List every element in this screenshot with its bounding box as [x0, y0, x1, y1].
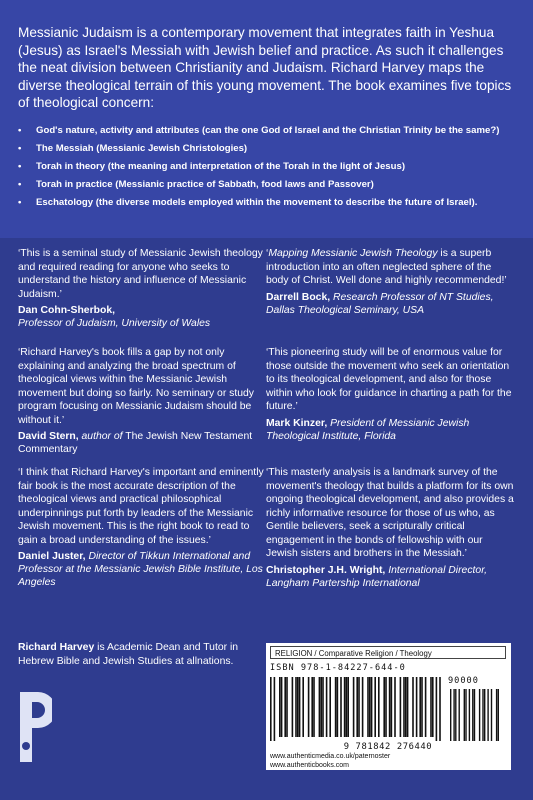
barcode-bar [367, 677, 369, 737]
category-label: RELIGION / Comparative Religion / Theology [270, 646, 506, 659]
barcode-bar [496, 689, 497, 741]
endorser-name: David Stern, [18, 431, 79, 442]
barcode-bar [459, 689, 460, 741]
endorsement [18, 346, 266, 459]
barcode-bar [405, 677, 407, 737]
topics-list [18, 125, 518, 214]
endorser-name: Dan Cohn-Sherbok, [18, 305, 115, 316]
barcode-bar [326, 677, 328, 737]
barcode-bar [284, 677, 286, 737]
barcode-bar [374, 677, 376, 737]
author-bio-text: is Academic Dean and Tutor in Hebrew Bible and Jewish Studies at allnations. [18, 642, 239, 667]
barcode-bar [385, 677, 387, 737]
barcode-bar [378, 677, 380, 737]
endorsement-quote: ‘Mapping Messianic Jewish Theology is a superb introduction into an often neglected sphere of the body of Christ. Well done and highly recommended!’ [266, 248, 507, 286]
endorsement-quote: ‘This masterly analysis is a landmark survey of the movement's theology that builds a platform for its own ongoing theological development, and also provides a richly informative resource for those of us who, as Gentile believers, seek a scripturally critical engagement in the bonds of fellowship with our Jewish sisters and brothers in the Messiah.’ [266, 467, 514, 559]
barcode-bar [353, 677, 355, 737]
barcode-bar [479, 689, 480, 741]
barcode-bar [407, 677, 409, 737]
endorsement [266, 247, 514, 320]
endorsement-byline [18, 430, 266, 456]
endorser-name: Mark Kinzer, [266, 417, 328, 429]
barcode-bar [498, 689, 499, 741]
barcode-bar [279, 677, 281, 737]
barcode-bar [432, 677, 434, 737]
barcode-bar [292, 677, 294, 737]
barcode-bar [484, 689, 485, 741]
paternoster-p-logo-icon [18, 688, 52, 766]
barcode-digits: 9 781842 276440 [343, 742, 433, 752]
barcode-bar [337, 677, 339, 737]
barcode-bar [412, 677, 414, 737]
barcode-bar [455, 689, 456, 741]
endorser-title: Research Professor of NT Studies, Dallas Theological Seminary, USA [266, 291, 494, 316]
barcode-bar [474, 689, 475, 741]
barcode-bar [469, 689, 470, 741]
barcode-bar [322, 677, 324, 737]
barcode-bar [403, 677, 405, 737]
barcode-bar [450, 689, 451, 741]
endorsement-byline [18, 304, 266, 330]
barcode-bar [472, 689, 473, 741]
barcode-bar [369, 677, 371, 737]
barcode-bar [436, 677, 438, 741]
topic-item: • Torah in practice (Messianic practice of Sabbath, food laws and Passover) [18, 179, 518, 192]
barcode-bar [319, 677, 321, 737]
barcode-bar [311, 677, 313, 737]
barcode-bar [302, 677, 304, 737]
isbn-text: ISBN 978-1-84227-644-0 [270, 663, 406, 673]
barcode-bar [391, 677, 393, 737]
barcode-bar [308, 677, 310, 737]
barcode-bar [487, 689, 488, 741]
barcode-bar [491, 689, 492, 741]
endorsement-byline [266, 291, 514, 317]
endorser-title: Professor of Judaism, University of Wales [18, 318, 211, 329]
barcode-bar [329, 677, 331, 737]
endorser-name: Darrell Bock, [266, 291, 331, 303]
barcode-bar [362, 677, 364, 737]
barcode-bar [383, 677, 385, 737]
barcode-bar [320, 677, 322, 737]
barcode-bar [274, 677, 276, 741]
barcode-bar [430, 677, 432, 737]
topic-item: • God's nature, activity and attributes (can the one God of Israel and the Christian Trinity be the same?) [18, 125, 518, 138]
endorsement-byline [266, 417, 514, 443]
endorsement [18, 247, 266, 333]
publisher-websites [270, 753, 510, 770]
barcode-bar [465, 689, 466, 741]
endorser-name: Christopher J.H. Wright, [266, 564, 386, 576]
barcode-bar [482, 689, 483, 741]
price-code: 90000 [448, 676, 479, 686]
intro-paragraph: Messianic Judaism is a contemporary movement that integrates faith in Yeshua (Jesus) as Israel's Messiah with Jewish belief and practice. As such it challenges the neat division between Christianity and Judaism. Richard Harvey maps the diverse theological terrain of this young movement. The book examines five topics of theological concern: [18, 25, 512, 111]
barcode-bar [299, 677, 301, 737]
website-line: www.authenticbooks.com [270, 761, 349, 769]
endorsement-quote: ‘I think that Richard Harvey's important and eminently fair book is the most accurate description of the theological views and practical philosophical underpinnings put forth by leaders of the Messianic Jewish movement. This is the right book to read to gain a broad understanding of the issues.’ [18, 467, 264, 546]
author-name: Richard Harvey [18, 642, 95, 653]
barcode-bar [286, 677, 288, 737]
barcode-bar [344, 677, 346, 737]
barcode-bar [346, 677, 348, 737]
barcode-bar [400, 677, 402, 737]
website-line: www.authenticmedia.co.uk/paternoster [270, 753, 391, 760]
endorser-title: Director of Tikkun International and Professor at the Messianic Jewish Bible Institute, Los Angeles [18, 551, 263, 588]
barcode-bar [419, 677, 421, 737]
endorsement [266, 346, 514, 446]
barcode-bar [297, 677, 299, 737]
barcode-bar [453, 689, 454, 741]
endorsement-quote: ‘This is a seminal study of Messianic Jewish theology and required reading for anyone who seeks to understand the history and influence of Messianic Judaism.’ [18, 248, 263, 300]
barcode-bar [335, 677, 337, 737]
barcode-bar [421, 677, 423, 737]
barcode-bar [347, 677, 349, 737]
endorsement-quote: ‘Richard Harvey's book fills a gap by not only explaining and analyzing the broad spectrum of theological views within the Messianic Jewish movement but doing so fairly. No seminary or study program focusing on Messianic Judaism should be without it.’ [18, 347, 255, 426]
barcode-bar [394, 677, 396, 737]
barcode-bar [464, 689, 465, 741]
barcode-bar [358, 677, 360, 737]
topic-item: • Eschatology (the diverse models employed within the movement to describe the future of Israel). [18, 197, 518, 210]
endorsement [18, 466, 266, 592]
endorser-title: International Director, Langham Partership International [266, 564, 487, 589]
endorsement-byline [266, 564, 514, 590]
endorser-name: Daniel Juster, [18, 551, 86, 562]
endorsement-byline [18, 550, 266, 589]
author-bio [18, 641, 258, 669]
barcode-bar [313, 677, 315, 737]
endorser-title: author of [81, 431, 123, 442]
barcode-bar [356, 677, 358, 737]
topic-item: • Torah in theory (the meaning and interpretation of the Torah in the light of Jesus) [18, 161, 518, 174]
barcode-bar [425, 677, 427, 737]
barcode-bar [340, 677, 342, 737]
barcode-bar [371, 677, 373, 737]
topic-item: • The Messiah (Messianic Jewish Christologies) [18, 143, 518, 156]
barcode-panel [266, 643, 511, 770]
endorser-title: President of Messianic Jewish Theological Institute, Florida [266, 417, 470, 442]
barcode-bar [270, 677, 272, 741]
barcode-bar [439, 677, 441, 741]
barcode-bar [281, 677, 283, 737]
barcode-icon [270, 677, 507, 741]
book-title: Mapping Messianic Jewish Theology [268, 248, 438, 259]
barcode-bar [416, 677, 418, 737]
endorsement-quote: ‘This pioneering study will be of enormous value for those outside the movement who seek an orientation to its theological development, and also for those within who look for guidance in charting a path for the future.’ [266, 347, 512, 412]
endorsement [266, 466, 514, 593]
barcode-bar [389, 677, 391, 737]
barcode-bar [295, 677, 297, 737]
endorser-title-book: The Jewish New Testament Commentary [18, 431, 253, 455]
